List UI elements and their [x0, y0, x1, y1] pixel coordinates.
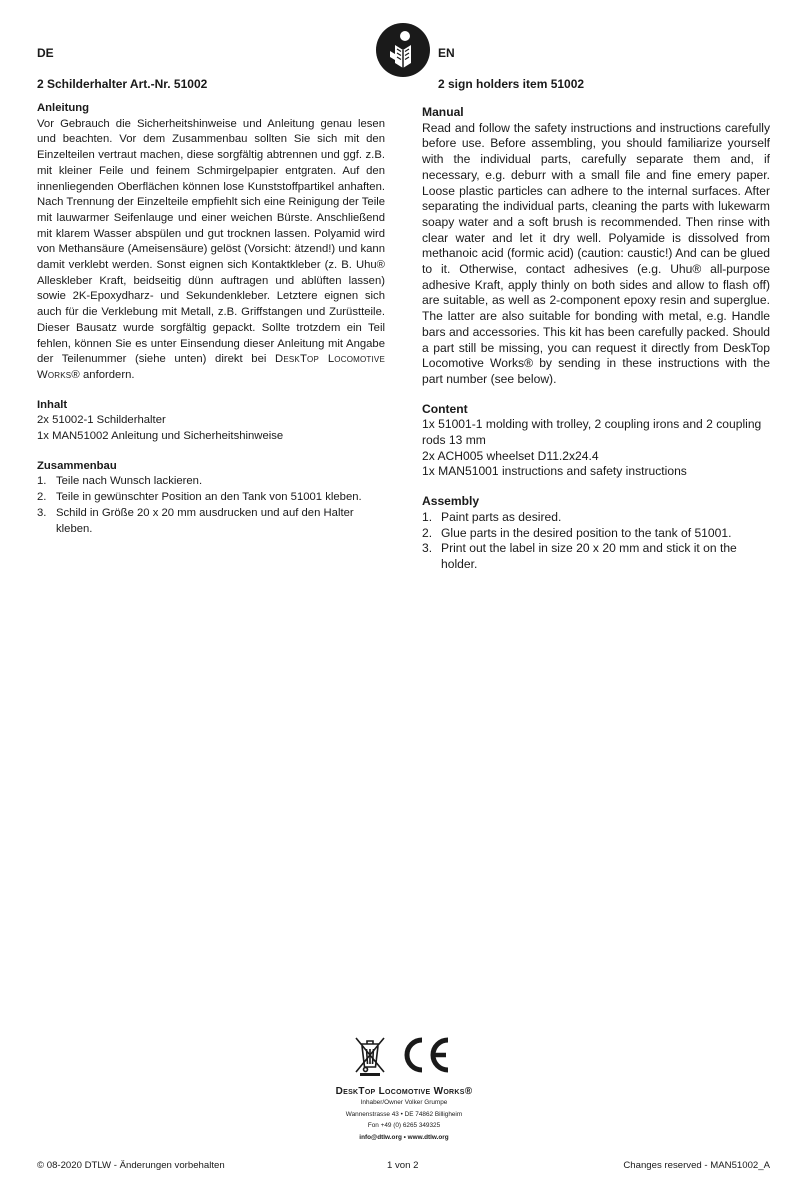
read-manual-icon [376, 23, 430, 77]
ce-mark-icon [396, 1035, 454, 1075]
manual-text-en: Read and follow the safety instructions and instructions carefully before use. Before assembling, you should familiarize yourself with the individual parts, carefully separate them and, if necessary, e.g. deburr with a small file and fine emery paper. Loose plastic particles can adhere to the internal surfaces. After separating the individual parts, cleaning the parts with lukewarm soapy water and a soft brush is recommended. Then rinse with clear water and let it dry well. Polyamide is dissolved from methanoic acid (formic acid) (caution: caustic!) And can be glued to it. Otherwise, contact adhesives (e.g. Uhu® all-purpose adhesive Kraft, apply thinly on both sides and allow to flash off) are suitable, as well as 2-component epoxy resin and superglue. The latter are also suitable for bonding with metal, e.g. Handle bars and accessories. This kit has been carefully packed. Should a part still be missing, you can request it directly from DeskTop Locomotive Works® by sending in these instructions with the part number (see below). [422, 120, 770, 386]
assembly-step-en [422, 510, 770, 526]
footer-right: Changes reserved - MAN51002_A [623, 1160, 770, 1171]
manual-text-de-end: anfordern. [79, 368, 135, 381]
lang-en: EN [438, 46, 455, 60]
manual-heading-en: Manual [422, 105, 464, 119]
assembly-heading-en: Assembly [422, 494, 480, 509]
step-number: 2. [422, 525, 433, 540]
assembly-heading-de: Zusammenbau [37, 459, 117, 472]
assembly-list-en [422, 510, 770, 573]
content-heading-de: Inhalt [37, 398, 68, 411]
content-item-en: 2x ACH005 wheelset D11.2x24.4 [422, 448, 599, 463]
step-text: Schild in Größe 20 x 20 mm ausdrucken und auf den Halter kleben. [56, 506, 354, 535]
step-number: 2. [37, 491, 47, 504]
content-item-de: 1x MAN51002 Anleitung und Sicherheitshinweise [37, 430, 284, 443]
step-number: 3. [422, 541, 433, 556]
footer-left: © 08-2020 DTLW - Änderungen vorbehalten [37, 1160, 225, 1171]
content-item-en: 1x MAN51001 instructions and safety instructions [422, 464, 687, 479]
company-info [300, 1086, 508, 1143]
assembly-step-de [37, 474, 385, 490]
step-number: 1. [37, 475, 47, 488]
company-owner: Inhaber/Owner Volker Grumpe [360, 1099, 448, 1106]
assembly-step-en [422, 541, 770, 572]
step-text: Teile nach Wunsch lackieren. [56, 475, 203, 488]
step-number: 1. [422, 509, 433, 524]
title-en: 2 sign holders item 51002 [438, 77, 585, 91]
assembly-step-en [422, 526, 770, 542]
column-de [37, 101, 385, 537]
step-text: Paint parts as desired. [441, 509, 562, 524]
step-text: Teile in gewünschter Position an den Tank von 51001 kleben. [56, 491, 362, 504]
manual-text-de [37, 117, 385, 384]
step-text: Print out the label in size 20 x 20 mm and stick it on the holder. [441, 541, 737, 571]
content-item-en: 1x 51001-1 molding with trolley, 2 coupling irons and 2 coupling rods 13 mm [422, 417, 762, 448]
company-address: Wannenstrasse 43 • DE 74862 Billigheim [345, 1110, 463, 1118]
weee-bin-icon [351, 1034, 389, 1076]
manual-text-de-body: Vor Gebrauch die Sicherheitshinweise und Anleitung genau lesen und beachten. Vor dem Zusammenbau sollten Sie sich mit den Einzelteilen vertraut machen, diese sorgfältig abtrennen und ggf. z.B. mit kleiner Feile und feinem Schmirgelpapier entgraten. Auf den innenliegenden Oberflächen können lose Kunststoffpartikel anhaften. Nach Trennung der Einzelteile empfiehlt sich eine Reinigung der Teile mit lauwarmer Seifenlauge und einer weichen Bürste. Anschließend mit klarem Wasser abspülen und gut trocknen lassen. Polyamid wird von Methansäure (Ameisensäure) gelöst (Vorsicht: ätzend!) und kann damit verklebt werden. Sonst eignen sich Kontaktkleber (z. B. Uhu® Alleskleber Kraft, beidseitig dünn auftragen und ablüften lassen) sowie 2K-Epoxydharz- und Sekundenkleber. Letztere eignen sich auch für die Verklebung mit Metall, z.B. Griffstangen und Zurüstteile. Dieser Bausatz wurde sorgfältig gepackt. Sollte trotzdem ein Teil fehlen, können Sie es unter Einsendung dieser Anleitung mit Angabe der Teilenummer (siehe unten) direkt bei [37, 117, 385, 366]
content-item-de: 2x 51002-1 Schilderhalter [37, 414, 166, 427]
company-web: info@dtlw.org • www.dtlw.org [359, 1133, 449, 1141]
assembly-step-de [37, 490, 385, 506]
column-en [422, 105, 770, 573]
manual-brand-de: DeskTop Locomotive Works® [37, 353, 385, 381]
footer-page: 1 von 2 [387, 1160, 419, 1171]
step-text: Glue parts in the desired position to the tank of 51001. [441, 525, 732, 540]
manual-heading-de: Anleitung [37, 102, 90, 114]
step-number: 3. [37, 506, 47, 519]
company-brand: DeskTop Locomotive Works® [335, 1086, 473, 1097]
company-phone: Fon +49 (0) 6265 349325 [367, 1122, 441, 1129]
content-heading-en: Content [422, 401, 468, 416]
assembly-list-de [37, 474, 385, 537]
lang-de: DE [37, 46, 54, 60]
assembly-step-de [37, 506, 385, 537]
title-de: 2 Schilderhalter Art.-Nr. 51002 [37, 77, 208, 91]
